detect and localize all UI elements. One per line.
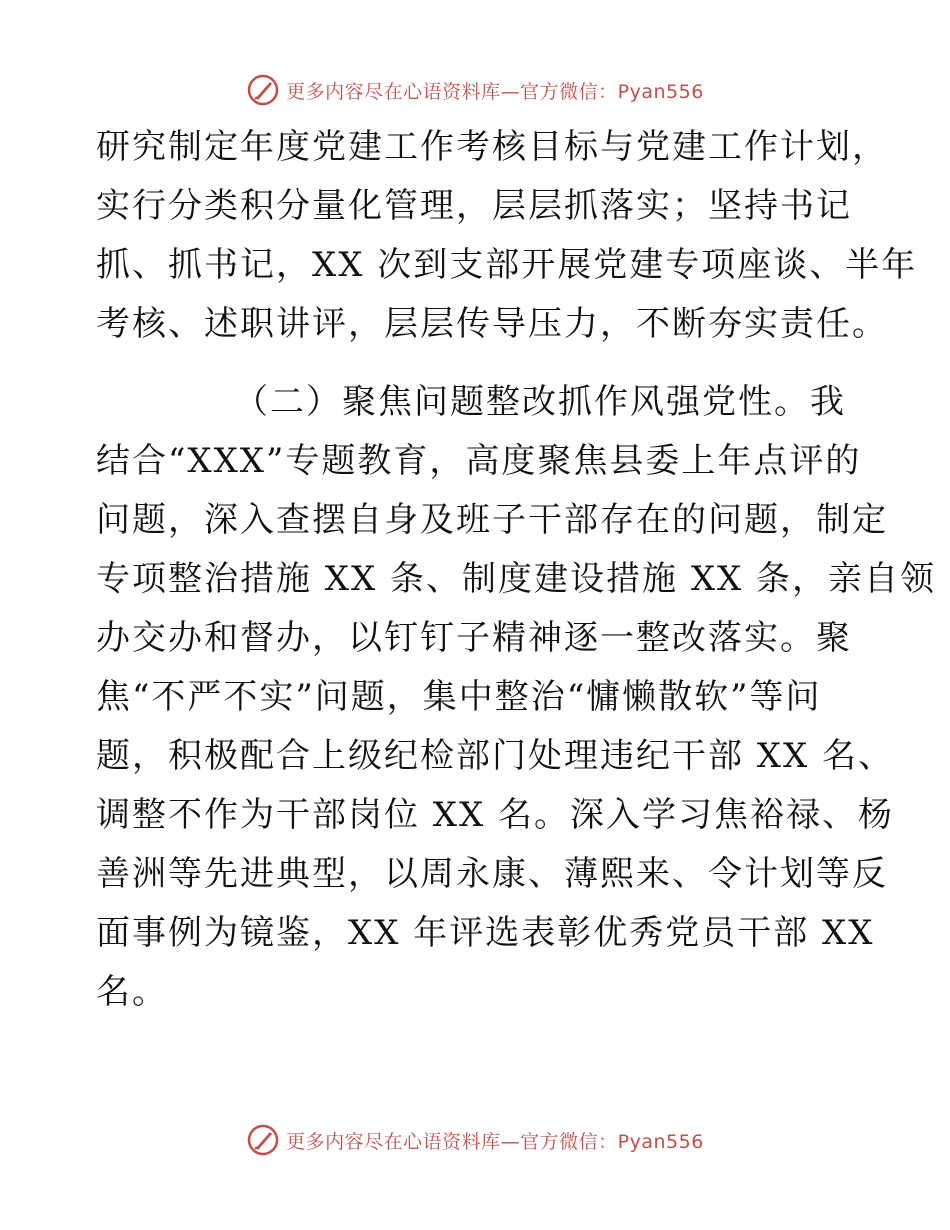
- text-line: 结合“XXX”专题教育，高度聚焦县委上年点评的: [96, 441, 862, 481]
- text-line: 抓、抓书记，XX 次到支部开展党建专项座谈、半年: [96, 245, 918, 285]
- text-line: 焦“不严不实”问题，集中整治“慵懒散软”等问: [96, 677, 822, 717]
- text-line: 善洲等先进典型，以周永康、薄熙来、令计划等反: [96, 854, 888, 894]
- text-line: 研究制定年度党建工作考核目标与党建工作计划，: [96, 127, 888, 167]
- text-line: 实行分类积分量化管理，层层抓落实；坚持书记: [96, 186, 852, 226]
- document-body: [96, 118, 937, 1022]
- text-line: 考核、述职讲评，层层传导压力，不断夯实责任。: [96, 304, 888, 344]
- section-heading-line: （二）聚焦问题整改抓作风强党性。我: [234, 382, 846, 422]
- quill-pen-logo-icon: [246, 73, 280, 107]
- footer-banner-text: 更多内容尽在心语资料库—官方微信：Pyan556: [286, 1130, 704, 1153]
- quill-pen-logo-icon: [246, 1123, 280, 1157]
- text-line: 调整不作为干部岗位 XX 名。深入学习焦裕禄、杨: [96, 795, 895, 835]
- header-banner: [0, 70, 950, 110]
- text-line: 问题，深入查摆自身及班子干部存在的问题，制定: [96, 500, 888, 540]
- text-line: 办交办和督办，以钉钉子精神逐一整改落实。聚: [96, 618, 852, 658]
- text-line: 题，积极配合上级纪检部门处理违纪干部 XX 名、: [96, 736, 895, 776]
- text-line: 名。: [96, 972, 168, 1012]
- text-line: 专项整治措施 XX 条、制度建设措施 XX 条，亲自领: [96, 559, 937, 599]
- paragraph-1: [96, 118, 918, 354]
- text-line: 面事例为镜鉴，XX 年评选表彰优秀党员干部 XX: [96, 913, 875, 953]
- footer-banner: [0, 1120, 950, 1160]
- paragraph-2: [96, 373, 937, 1022]
- header-banner-text: 更多内容尽在心语资料库—官方微信：Pyan556: [286, 80, 704, 103]
